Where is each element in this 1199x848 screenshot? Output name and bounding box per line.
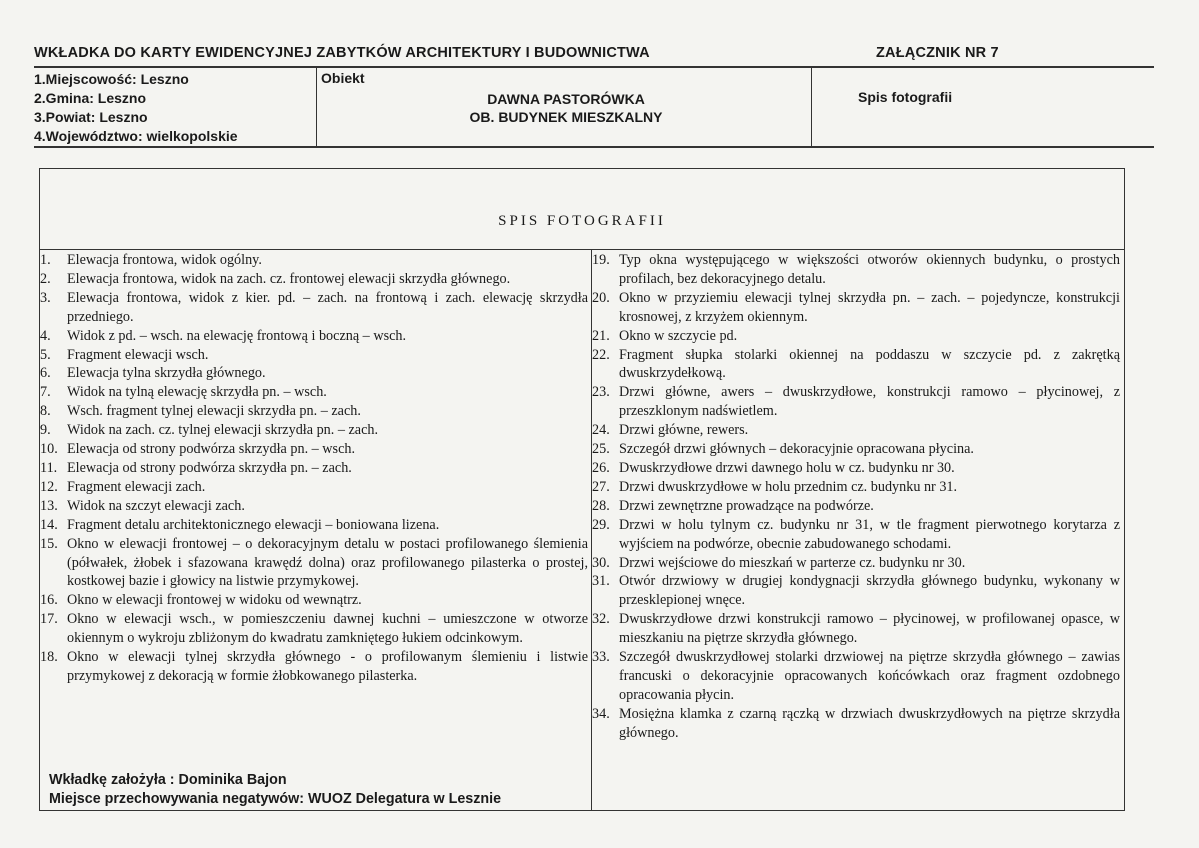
footer [49, 771, 594, 809]
list-item [592, 289, 1120, 327]
list-item [40, 421, 588, 440]
item-number: 27. [592, 478, 610, 495]
footer-storage: Miejsce przechowywania negatywów: WUOZ Delegatura w Lesznie [49, 791, 502, 807]
list-item [40, 383, 588, 402]
object-name-line2: OB. BUDYNEK MIESZKALNY [469, 109, 663, 125]
photo-list-right [592, 251, 1120, 743]
item-text: Fragment elewacji wsch. [67, 346, 209, 363]
item-text: Dwuskrzydłowe drzwi konstrukcji ramowo – płycinowej, w profilowanej opasce, w mieszkaniu na piętrze skrzydła głównego. [619, 611, 1120, 647]
list-item [592, 705, 1120, 743]
item-number: 32. [592, 611, 610, 628]
item-text: Drzwi zewnętrzne prowadzące na podwórze. [619, 497, 874, 514]
item-text: Widok z pd. – wsch. na elewację frontową i boczną – wsch. [67, 327, 407, 344]
item-text: Typ okna występującego w większości otworów okiennych budynku, o prostych profilach, bez dekoracyjnego detalu. [619, 252, 1120, 287]
header-divider [811, 68, 812, 146]
section-label: Spis fotografii [858, 89, 953, 105]
list-item [592, 327, 1120, 346]
item-number: 13. [40, 497, 58, 514]
list-item [592, 459, 1120, 478]
item-text: Elewacja od strony podwórza skrzydła pn. – zach. [67, 459, 352, 476]
item-text: Wsch. fragment tylnej elewacji skrzydła pn. – zach. [67, 403, 361, 420]
item-number: 9. [40, 422, 51, 439]
list-item [40, 459, 588, 478]
list-item [40, 440, 588, 459]
form-header [34, 45, 1154, 65]
item-text: Drzwi w holu tylnym cz. budynku nr 31, w tle fragment pierwotnego korytarza z wyjściem na podwórze, obecnie zabudowanego schodami. [619, 516, 1120, 552]
item-text: Szczegół dwuskrzydłowej stolarki drzwiowej na piętrze skrzydła głównego – zawias francuski o dekoracyjnie opracowanych końcówkach oraz fragment ozdobnego opracowania płycin. [619, 649, 1120, 703]
item-text: Fragment detalu architektonicznego elewacji – boniowana lizena. [67, 516, 440, 533]
item-number: 33. [592, 649, 610, 666]
item-number: 2. [40, 270, 51, 287]
list-item [592, 346, 1120, 384]
item-text: Widok na zach. cz. tylnej elewacji skrzydła pn. – zach. [67, 422, 379, 439]
item-text: Elewacja frontowa, widok ogólny. [67, 252, 262, 268]
item-number: 10. [40, 441, 58, 458]
item-number: 34. [592, 705, 610, 722]
item-number: 5. [40, 346, 51, 363]
item-text: Drzwi dwuskrzydłowe w holu przednim cz. budynku nr 31. [619, 478, 958, 495]
list-item [40, 516, 588, 535]
list-item [40, 610, 588, 648]
item-number: 6. [40, 365, 51, 382]
object-name-line1: DAWNA PASTORÓWKA [487, 91, 645, 107]
divider [40, 249, 1124, 250]
item-text: Drzwi główne, awers – dwuskrzydłowe, konstrukcji ramowo – płycinowej, z przeszklonym nadświetlem. [619, 384, 1120, 420]
item-number: 29. [592, 516, 610, 533]
item-text: Okno w przyziemiu elewacji tylnej skrzydła pn. – zach. – pojedyncze, konstrukcji krosnowej, z krzyżem okiennym. [619, 289, 1120, 325]
item-text: Okno w elewacji frontowej w widoku od wewnątrz. [67, 592, 362, 609]
item-text: Szczegół drzwi głównych – dekoracyjnie opracowana płycina. [619, 441, 974, 458]
item-number: 1. [40, 252, 51, 268]
item-number: 18. [40, 649, 58, 666]
list-item [592, 383, 1120, 421]
item-text: Elewacja tylna skrzydła głównego. [67, 365, 266, 382]
header-divider [316, 68, 317, 146]
item-number: 22. [592, 346, 610, 363]
item-number: 17. [40, 611, 58, 628]
item-text: Okno w elewacji tylnej skrzydła głównego - o profilowanym ślemieniu i listwie przymykowej z dekoracją w formie żłobkowanego pilasterka. [67, 649, 588, 684]
form-title: WKŁADKA DO KARTY EWIDENCYJNEJ ZABYTKÓW ARCHITEKTURY I BUDOWNICTWA [34, 45, 650, 61]
item-number: 31. [592, 573, 610, 590]
item-number: 23. [592, 384, 610, 401]
item-number: 8. [40, 403, 51, 420]
item-number: 16. [40, 592, 58, 609]
item-number: 14. [40, 516, 58, 533]
list-item [592, 478, 1120, 497]
location-voivodeship: 4.Województwo: wielkopolskie [34, 128, 238, 144]
item-text: Elewacja frontowa, widok na zach. cz. frontowej elewacji skrzydła głównego. [67, 270, 511, 287]
item-number: 19. [592, 252, 610, 268]
item-number: 30. [592, 554, 610, 571]
item-number: 21. [592, 327, 610, 344]
header-table [34, 68, 1154, 148]
photo-list-frame [39, 168, 1125, 811]
item-number: 28. [592, 497, 610, 514]
list-item [592, 554, 1120, 573]
item-text: Dwuskrzydłowe drzwi dawnego holu w cz. budynku nr 30. [619, 459, 955, 476]
item-number: 15. [40, 535, 58, 552]
attachment-number: ZAŁĄCZNIK NR 7 [876, 45, 999, 61]
item-text: Otwór drzwiowy w drugiej kondygnacji skrzydła głównego budynku, wykonany w przesklepionej wnęce. [619, 573, 1120, 609]
list-item [40, 289, 588, 327]
list-item [40, 346, 588, 365]
footer-author: Wkładkę założyła : Dominika Bajon [49, 772, 287, 788]
object-label: Obiekt [321, 70, 365, 86]
list-item [40, 591, 588, 610]
list-item [592, 610, 1120, 648]
item-text: Widok na tylną elewację skrzydła pn. – wsch. [67, 384, 327, 401]
list-item [592, 251, 1120, 289]
list-item [592, 421, 1120, 440]
location-district: 3.Powiat: Leszno [34, 109, 148, 125]
list-item [40, 251, 588, 270]
item-number: 11. [40, 459, 58, 476]
item-text: Okno w szczycie pd. [619, 327, 738, 344]
list-item [40, 270, 588, 289]
item-text: Fragment słupka stolarki okiennej na poddaszu w szczycie pd. z zakrętką dwuskrzydełkową. [619, 346, 1120, 382]
list-item [592, 440, 1120, 459]
item-number: 4. [40, 327, 51, 344]
list-item [40, 364, 588, 383]
item-text: Drzwi główne, rewers. [619, 422, 749, 439]
list-item [592, 648, 1120, 705]
list-item [40, 402, 588, 421]
list-item [40, 535, 588, 592]
item-number: 20. [592, 289, 610, 306]
list-item [40, 478, 588, 497]
list-item [592, 516, 1120, 554]
item-text: Fragment elewacji zach. [67, 478, 206, 495]
item-number: 12. [40, 478, 58, 495]
item-number: 25. [592, 441, 610, 458]
page-title: SPIS FOTOGRAFII [498, 213, 666, 229]
photo-list-left [40, 251, 588, 686]
item-text: Okno w elewacji frontowej – o dekoracyjnym detalu w postaci profilowanego ślemienia (półwałek, żłobek i sfazowana krawędź dolna) oraz profilowanego pilasterka o prostej, kostkowej bazie i głowicy na listwie przymykowej. [67, 535, 588, 590]
item-number: 3. [40, 289, 51, 306]
list-item [40, 327, 588, 346]
location-town: 1.Miejscowość: Leszno [34, 71, 189, 87]
item-number: 26. [592, 459, 610, 476]
item-text: Drzwi wejściowe do mieszkań w parterze cz. budynku nr 30. [619, 554, 966, 571]
list-item [592, 572, 1120, 610]
list-item [40, 648, 588, 686]
item-text: Mosiężna klamka z czarną rączką w drzwiach dwuskrzydłowych na piętrze skrzydła głównego. [619, 705, 1120, 741]
item-number: 7. [40, 384, 51, 401]
list-item [592, 497, 1120, 516]
list-item [40, 497, 588, 516]
item-text: Elewacja od strony podwórza skrzydła pn. – wsch. [67, 441, 356, 458]
location-block [34, 70, 316, 146]
item-number: 24. [592, 422, 610, 439]
item-text: Okno w elewacji wsch., w pomieszczeniu dawnej kuchni – umieszczone w otworze okiennym o wykroju zbliżonym do kwadratu zamkniętego łukiem odcinkowym. [67, 611, 588, 647]
item-text: Elewacja frontowa, widok z kier. pd. – zach. na frontową i zach. elewację skrzydła przedniego. [67, 289, 588, 325]
item-text: Widok na szczyt elewacji zach. [67, 497, 245, 514]
object-name [321, 90, 811, 126]
location-commune: 2.Gmina: Leszno [34, 90, 147, 106]
